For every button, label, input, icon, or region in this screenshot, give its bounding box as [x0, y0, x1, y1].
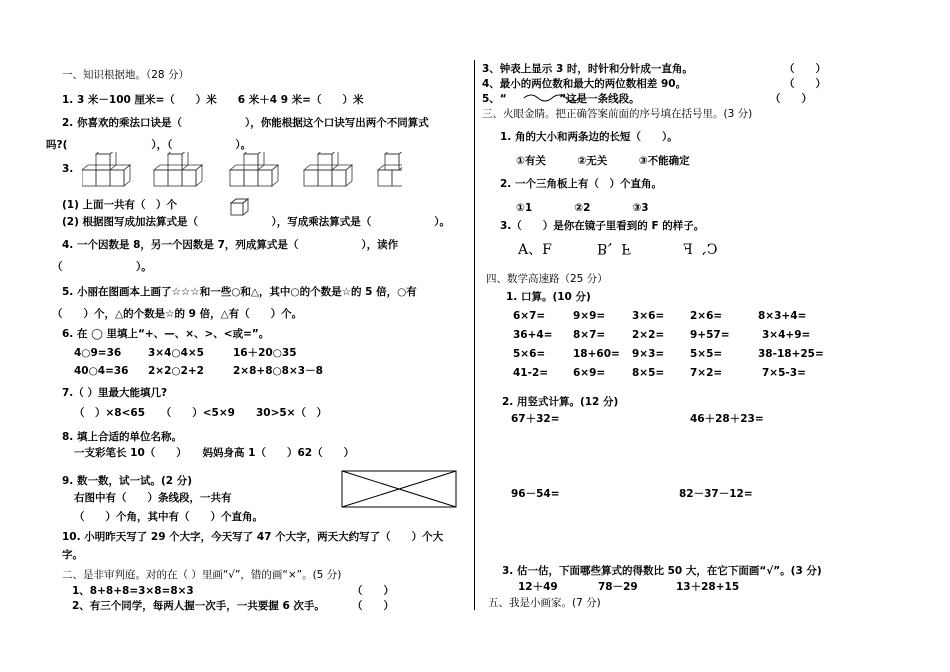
question-4-line-1: 4. 一个因数是 8，另一个因数是 7，列成算式是（ ），读作 [62, 239, 399, 251]
question-6-r1c3: 16＋20○35 [233, 347, 297, 359]
section-5-title: 五、我是小画家。(7 分) [488, 597, 601, 609]
estimate-item: 13＋28+15 [676, 581, 740, 593]
question-3-label: 3. [62, 163, 74, 175]
oral-item: 6×9= [573, 367, 606, 379]
judge-4-paren: （ ） [784, 78, 826, 90]
oral-item: 8×5= [632, 367, 665, 379]
small-cube-icon [229, 197, 249, 217]
oral-item: 7×2= [690, 367, 723, 379]
judge-1-paren: （ ） [352, 585, 394, 597]
vertical-calc-2: 46＋28＋23= [690, 413, 764, 425]
oral-item: 18+60= [573, 348, 620, 360]
question-2-line-2: 吗?( ），（ ）。 [46, 139, 252, 151]
oral-item: 36+4= [513, 329, 553, 341]
oral-item: 7×5-3= [762, 367, 806, 379]
rectangle-cross-figure [340, 469, 460, 511]
oral-item: 8×7= [573, 329, 606, 341]
question-4-line-2: （ ）。 [52, 261, 152, 273]
question-10-line-1: 10. 小明昨天写了 29 个大字，今天写了 47 个大字，两天大约写了（ ）个大 [62, 531, 444, 543]
question-6-r2c3: 2×8+8○8×3－8 [233, 365, 323, 377]
choice-3: 3.（ ）是你在镜子里看到的 F 的样子。 [500, 220, 705, 232]
wavy-line-figure [522, 92, 584, 104]
question-1: 1. 3 米－100 厘米=（ ）米 6 米＋4 9 米=（ ）米 [62, 94, 364, 106]
oral-item: 9×9= [573, 310, 606, 322]
choice-3-option-a: A、F [518, 242, 552, 258]
choice-2: 2. 一个三角板上有（ ）个直角。 [500, 178, 662, 190]
question-9-line-2: （ ）个角，其中有（ ）个直角。 [74, 511, 263, 523]
choice-2-options: ①1 ②2 ③3 [516, 202, 649, 214]
judge-3: 3、钟表上显示 3 时，时针和分针成一直角。 [482, 63, 693, 75]
estimate-title: 3. 估一估，下面哪些算式的得数比 50 大，在它下面画“√”。(3 分) [502, 565, 822, 577]
question-10-line-2: 字。 [62, 549, 83, 561]
vertical-calc-4: 82－37－12= [679, 488, 753, 500]
choice-1: 1. 角的大小和两条边的长短（ ）。 [500, 131, 678, 143]
estimate-item: 12＋49 [518, 581, 558, 593]
question-8-row: 一支彩笔长 10（ ） 妈妈身高 1（ ）62（ ） [74, 447, 355, 459]
oral-item: 8×3+4= [758, 310, 807, 322]
oral-item: 2×2= [632, 329, 665, 341]
question-6-r1c1: 4○9=36 [74, 347, 122, 359]
oral-item: 38-18+25= [758, 348, 824, 360]
question-6-r2c2: 2×2○2+2 [148, 365, 204, 377]
question-3-part-2: (2) 根据图写成加法算式是（ ），写成乘法算式是（ ）。 [62, 216, 451, 228]
question-9-line-1: 右图中有（ ）条线段，一共有 [74, 492, 232, 504]
section-1-title: 一、知识根据地。（28 分） [62, 69, 189, 81]
vertical-calc-3: 96－54= [511, 488, 560, 500]
judge-2-paren: （ ） [352, 600, 394, 612]
choice-3-option-b: B、F [597, 240, 632, 256]
question-6-r1c2: 3×4○4×5 [148, 347, 204, 359]
choice-3-option-c: C、F [683, 242, 718, 258]
judge-5-paren: （ ） [770, 93, 812, 105]
oral-item: 9×3= [632, 348, 665, 360]
section-3-title: 三、火眼金睛。把正确答案前面的序号填在括号里。(3 分) [482, 108, 753, 120]
question-2-line-1: 2. 你喜欢的乘法口诀是（ ），你能根据这个口诀写出两个不同算式 [62, 117, 429, 129]
judge-1: 1、8+8+8=3×8=8×3 [72, 585, 194, 597]
question-6-title: 6. 在 ◯ 里填上“+、—、×、>、<或=”。 [62, 328, 270, 340]
question-8-title: 8. 填上合适的单位名称。 [62, 431, 182, 443]
oral-item: 9+57= [690, 329, 730, 341]
oral-item: 6×7= [513, 310, 546, 322]
question-3-part-1: (1) 上面一共有（ ）个 [62, 199, 178, 211]
oral-item: 3×6= [632, 310, 665, 322]
oral-title: 1. 口算。(10 分) [506, 291, 591, 303]
oral-item: 5×5= [690, 348, 723, 360]
judge-3-paren: （ ） [784, 63, 826, 75]
question-7-row: （ ）×8<65 （ ）<5×9 30>5×（ ） [74, 407, 327, 419]
judge-5: 5、“ ”这是一条线段。 [482, 93, 640, 105]
question-5-line-1: 5. 小丽在图画本上画了☆☆☆和一些○和△，其中○的个数是☆的 5 倍，○有 [62, 286, 417, 298]
oral-item: 3×4+9= [762, 329, 811, 341]
estimate-item: 78－29 [598, 581, 638, 593]
column-divider [474, 60, 475, 610]
section-2-title: 二、是非审判庭。对的在（ ）里画“√”，错的画“×”。(5 分) [62, 569, 342, 581]
section-4-title: 四、数学高速路（25 分） [486, 273, 608, 285]
vertical-calc-1: 67＋32= [511, 413, 560, 425]
oral-item: 2×6= [690, 310, 723, 322]
cube-figures [82, 152, 402, 194]
judge-4: 4、最小的两位数和最大的两位数相差 90。 [482, 78, 687, 90]
question-7-title: 7.（ ）里最大能填几? [62, 387, 168, 399]
question-6-r2c1: 40○4=36 [74, 365, 129, 377]
question-5-line-2: （ ）个，△的个数是☆的 9 倍，△有（ ）个。 [52, 308, 303, 320]
question-9-title: 9. 数一数，试一试。(2 分) [62, 475, 193, 487]
oral-item: 41-2= [513, 367, 549, 379]
oral-item: 5×6= [513, 348, 546, 360]
vertical-calc-title: 2. 用竖式计算。(12 分) [502, 396, 619, 408]
judge-2: 2、有三个同学，每两人握一次手，一共要握 6 次手。 [72, 600, 325, 612]
choice-1-options: ①有关 ②无关 ③不能确定 [516, 155, 690, 167]
